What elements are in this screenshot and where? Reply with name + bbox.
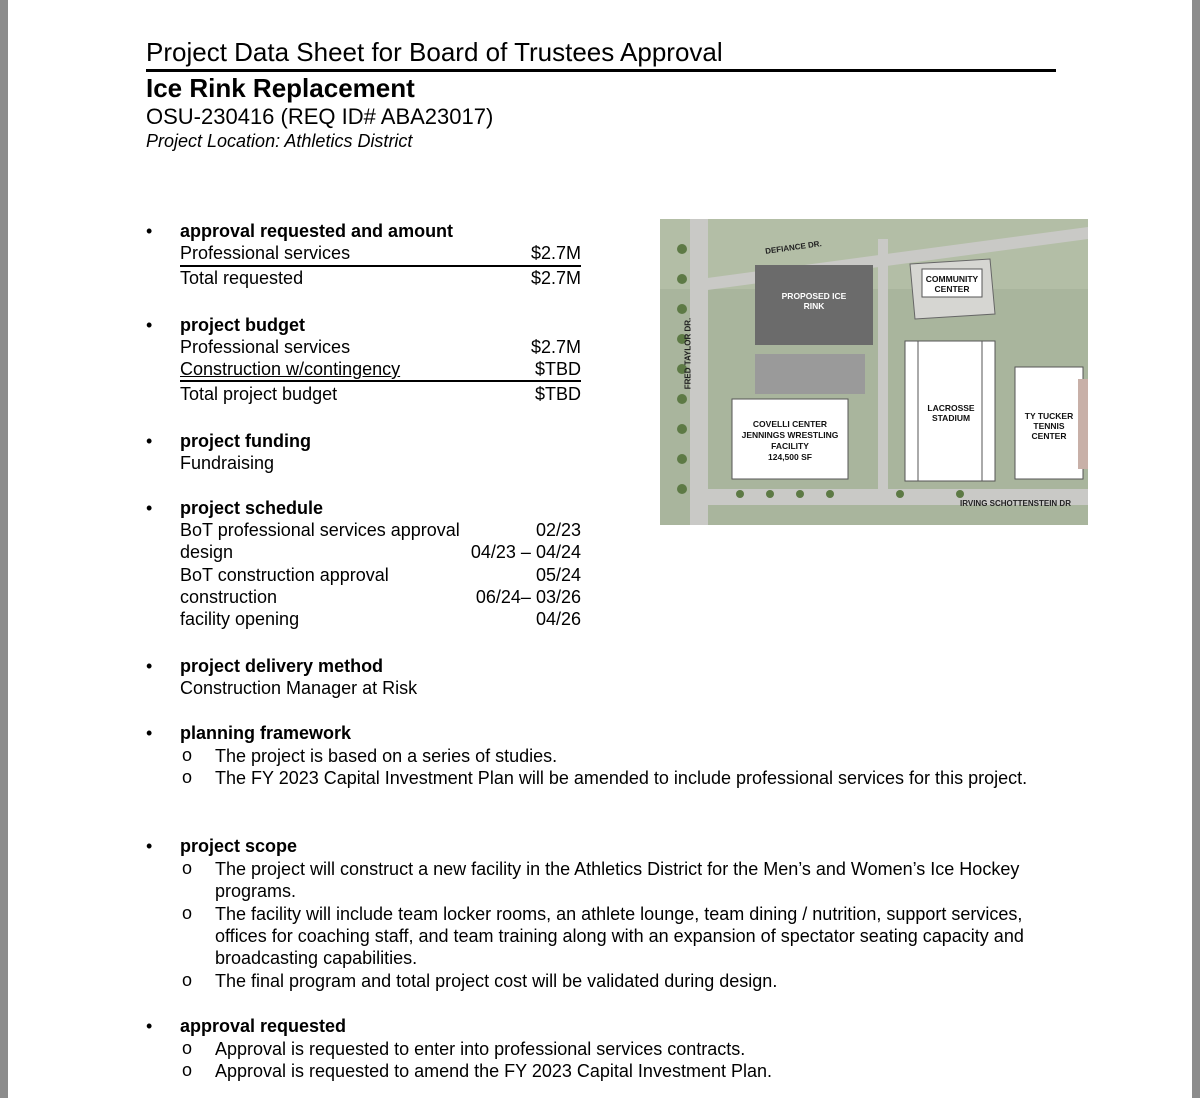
title-rule <box>146 69 1056 72</box>
approval-item: Approval is requested to enter into professional services contracts. <box>215 1039 746 1059</box>
ice-rink-label: PROPOSED ICE RINK <box>781 291 847 311</box>
budget-row <box>180 384 581 406</box>
bullet-glyph: • <box>146 315 153 335</box>
total-rule <box>180 380 581 382</box>
section-title-funding: project funding <box>180 431 311 451</box>
row-label: Total requested <box>180 268 304 288</box>
row-label: BoT professional services approval <box>180 520 460 540</box>
sub-bullet-glyph: o <box>182 970 193 990</box>
bullet-glyph: • <box>146 431 153 451</box>
row-value: $2.7M <box>530 337 581 357</box>
approval-row <box>180 268 581 290</box>
interior-road <box>878 239 888 489</box>
framework-item: The project is based on a series of studies. <box>215 746 558 766</box>
bullet-glyph: • <box>146 498 153 518</box>
row-label: Professional services <box>180 337 351 357</box>
bullet-glyph: • <box>146 836 153 856</box>
site-map-drawing <box>660 219 1088 525</box>
fred-taylor-road <box>690 219 708 525</box>
defiance-drive-label: DEFIANCE DR. <box>764 239 823 256</box>
covelli-label-line2: JENNINGS WRESTLING <box>741 430 839 440</box>
approval-row <box>180 243 581 265</box>
covelli-label-line1: COVELLI CENTER <box>752 419 828 429</box>
row-value: 05/24 <box>535 565 581 585</box>
row-value: $2.7M <box>530 268 581 288</box>
irving-drive-label: IRVING SCHOTTENSTEIN DR <box>960 499 1071 508</box>
scope-item: The facility will include team locker rooms, an athlete lounge, team dining / nutrition, support services, offices for coaching staff, and team training along with an expansion of spectator seating capacity and broadcasting capabilities. <box>215 904 1024 968</box>
bullet-glyph: • <box>146 656 153 676</box>
row-value: 02/23 <box>535 520 581 540</box>
project-location: Project Location: Athletics District <box>146 131 413 151</box>
site-map-image <box>660 219 1088 525</box>
row-label: construction <box>180 587 278 607</box>
section-title-approval: approval requested <box>180 1016 347 1036</box>
row-label: facility opening <box>180 609 300 629</box>
approval-item: Approval is requested to amend the FY 2023 Capital Investment Plan. <box>215 1061 772 1081</box>
row-label: design <box>180 542 234 562</box>
parking-lot <box>755 354 865 394</box>
sub-bullet-glyph: o <box>182 858 193 878</box>
bullet-glyph: • <box>146 723 153 743</box>
schedule-row <box>180 520 581 542</box>
total-rule <box>180 265 581 267</box>
bullet-glyph: • <box>146 221 153 241</box>
row-value: 06/24– 03/26 <box>475 587 581 607</box>
schedule-row <box>180 565 581 587</box>
schedule-row <box>180 587 581 609</box>
row-label: BoT construction approval <box>180 565 389 585</box>
row-value: 04/26 <box>535 609 581 629</box>
row-value: $TBD <box>534 384 581 404</box>
row-label: Professional services <box>180 243 351 263</box>
section-title-budget: project budget <box>180 315 305 335</box>
project-name: Ice Rink Replacement <box>146 73 415 103</box>
delivery-text: Construction Manager at Risk <box>180 678 418 698</box>
row-label: Construction w/contingency <box>180 359 401 379</box>
section-title-framework: planning framework <box>180 723 352 743</box>
sub-bullet-glyph: o <box>182 767 193 787</box>
schedule-row <box>180 609 581 631</box>
budget-row <box>180 359 581 381</box>
row-value: 04/23 – 04/24 <box>470 542 581 562</box>
project-id: OSU-230416 (REQ ID# ABA23017) <box>146 104 494 129</box>
sub-bullet-glyph: o <box>182 745 193 765</box>
tennis-center-label: TY TUCKER TENNIS CENTER <box>1024 411 1074 441</box>
page-content <box>8 0 1192 1098</box>
lacrosse-stadium-label: LACROSSE STADIUM <box>927 403 975 423</box>
community-center-label: COMMUNITY CENTER <box>925 274 979 294</box>
document-title: Project Data Sheet for Board of Trustees Approval <box>146 37 723 67</box>
fred-taylor-label: FRED TAYLOR DR. <box>683 317 693 390</box>
section-title-schedule: project schedule <box>180 498 324 518</box>
bullet-glyph: • <box>146 1016 153 1036</box>
section-title-delivery: project delivery method <box>180 656 384 676</box>
covelli-label-line3: FACILITY <box>771 441 809 451</box>
row-value: $2.7M <box>530 243 581 263</box>
schedule-row <box>180 542 581 564</box>
sub-bullet-glyph: o <box>182 903 193 923</box>
budget-row <box>180 337 581 359</box>
scope-item: The project will construct a new facility in the Athletics District for the Men’s and Women’s Ice Hockey programs. <box>215 859 1020 901</box>
row-label: Total project budget <box>180 384 338 404</box>
covelli-label-line4: 124,500 SF <box>768 452 812 462</box>
section-title-approval-amount: approval requested and amount <box>180 221 454 241</box>
funding-text: Fundraising <box>180 453 275 473</box>
document-page <box>8 0 1192 1098</box>
sub-bullet-glyph: o <box>182 1060 193 1080</box>
row-value: $TBD <box>534 359 581 379</box>
framework-item: The FY 2023 Capital Investment Plan will be amended to include professional services for this project. <box>215 768 1028 788</box>
scope-item: The final program and total project cost will be validated during design. <box>215 971 778 991</box>
section-title-scope: project scope <box>180 836 298 856</box>
sub-bullet-glyph: o <box>182 1038 193 1058</box>
